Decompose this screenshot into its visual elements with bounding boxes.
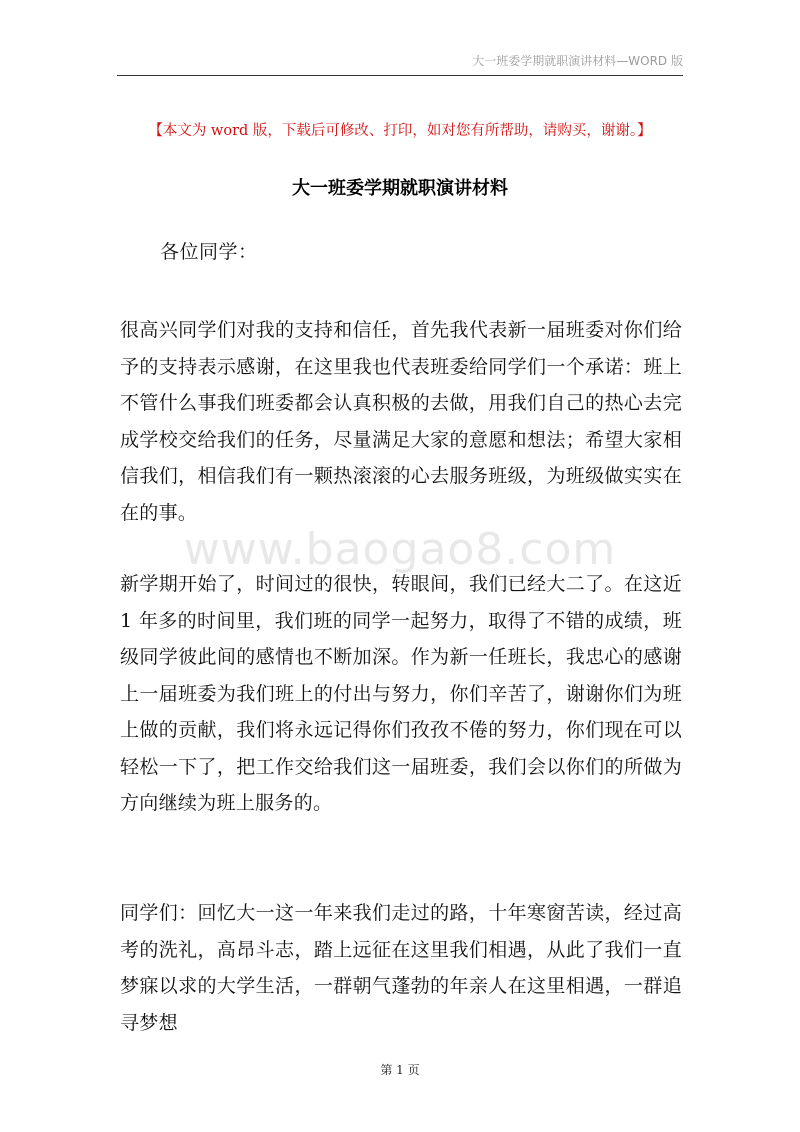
document-title: 大一班委学期就职演讲材料	[292, 178, 508, 199]
running-header: 大一班委学期就职演讲材料—WORD 版	[472, 54, 683, 68]
paragraph-2: 新学期开始了，时间过的很快，转眼间，我们已经大二了。在这近 1 年多的时间里，我们班的同学一起努力，取得了不错的成绩，班级同学彼此间的感情也不断加深。作为新一任班长，我忠心的感谢上一届班委为我们班上的付出与努力，你们辛苦了，谢谢你们为班上做的贡献，我们将永远记得你们孜孜不倦的努力，你们现在可以轻松一下了，把工作交给我们这一届班委，我们会以你们的所做为方向继续为班上服务的。	[120, 573, 682, 814]
paragraph-3: 同学们：回忆大一这一年来我们走过的路，十年寒窗苦读，经过高考的洗礼，高昂斗志，踏上远征在这里我们相遇，从此了我们一直梦寐以求的大学生活，一群朝气蓬勃的年亲人在这里相遇，一群追寻梦想	[120, 902, 682, 1034]
site-watermark: www.baogao8.com	[183, 524, 617, 575]
paragraph-1: 很高兴同学们对我的支持和信任，首先我代表新一届班委对你们给予的支持表示感谢，在这里我也代表班委给同学们一个承诺：班上不管什么事我们班委都会认真积极的去做，用我们自己的热心去完成学校交给我们的任务，尽量满足大家的意愿和想法；希望大家相信我们，相信我们有一颗热滚滚的心去服务班级，为班级做实实在在的事。	[120, 319, 682, 524]
salutation: 各位同学：	[160, 241, 258, 263]
header-divider	[117, 75, 683, 76]
purchase-notice: 【本文为 word 版，下载后可修改、打印，如对您有所帮助，请购买，谢谢。】	[148, 123, 652, 139]
page-number: 第 1 页	[380, 1063, 420, 1077]
